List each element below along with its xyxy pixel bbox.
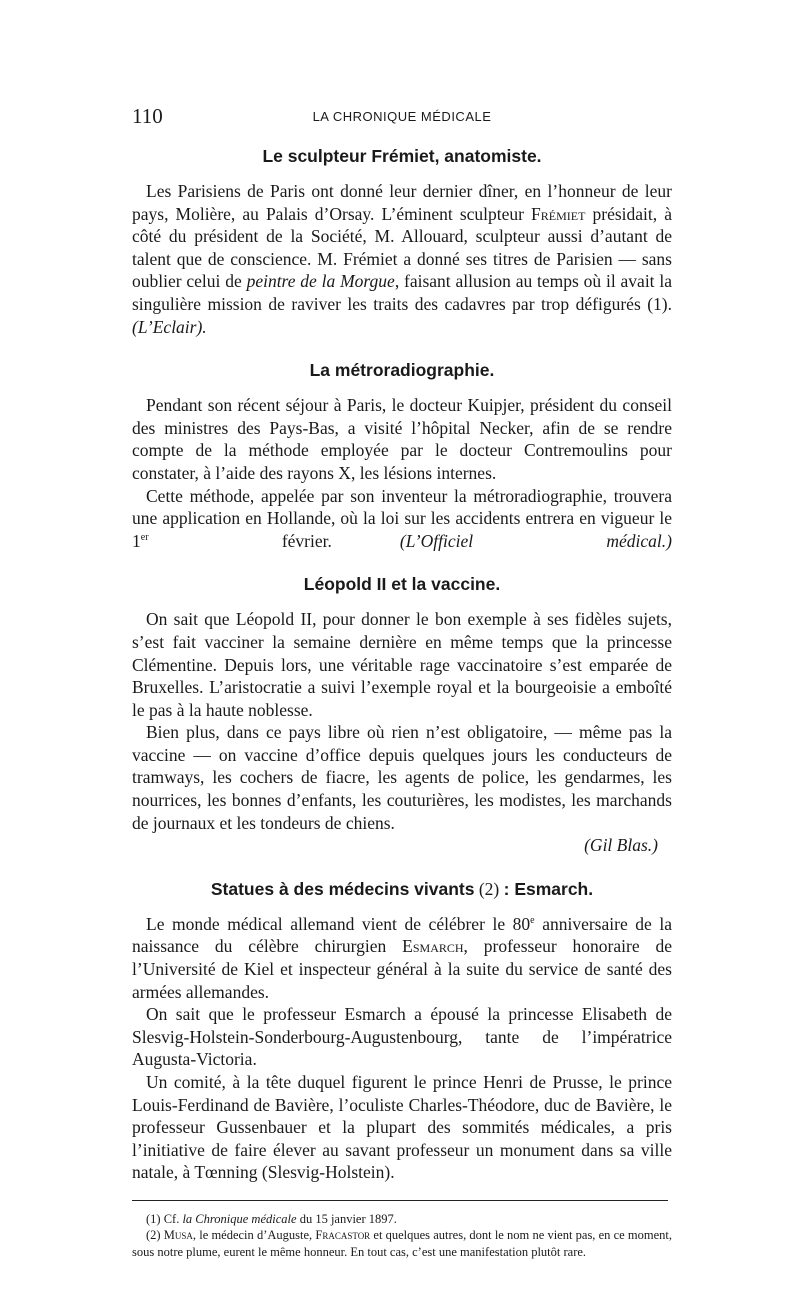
paragraph: On sait que Léopold II, pour donner le bon exemple à ses fidèles sujets, s’est fait vacciner la semaine dernière en même temps que la princesse Clémentine. Depuis lors, une véritable rage vaccinatoire s’est emparée de Bruxelles. L’aristocratie a suivi l’exemple royal et la bourgeoisie a emboîté le pas à la haute noblesse. [132,609,672,720]
article-title: Statues à des médecins vivants (2) : Esmarch. [210,878,594,899]
page-content [132,144,672,1260]
name-small-caps: Frémiet [531,203,586,224]
article-title: Le sculpteur Frémiet, anatomiste. [262,146,542,166]
running-title: LA CHRONIQUE MÉDICALE [312,109,492,124]
article-metroradiographie [132,358,672,552]
article-title: La métroradiographie. [309,360,495,381]
paragraph: Un comité, à la tête duquel figurent le prince Henri de Prusse, le prince Louis-Ferdinand de Bavière, l’oculiste Charles-Théodore, duc de Bavière, le professeur Gussenbauer et la plupart des sommités médicales, a pris l’initiative de faire élever au savant professeur un monument dans sa ville natale, à Tœnning (Slesvig-Holstein). [132,1072,672,1183]
paragraph: Les Parisiens de Paris ont donné leur dernier dîner, en l’honneur de leur pays, Molière, au Palais d’Orsay. L’éminent sculpteur Frémiet présidait, à côté du président de la Société, M. Allouard, sculpteur aussi d’autant de talent que de conscience. M. Frémiet a donné ses titres de Parisien — sans oublier celui de peintre de la Morgue, faisant allusion au temps où il avait la singulière mission de raviver les traits des cadavres par trop défigurés (1). (L’Eclair). [132,181,672,337]
page-number: 110 [132,104,163,128]
article-leopold [132,572,672,857]
paragraph: Le monde médical allemand vient de célébrer le 80e anniversaire de la naissance du célèbre chirurgien Esmarch, professeur honoraire de l’Université de Kiel et inspecteur général à la suite du service de santé des armées allemandes. [132,913,672,1002]
article-esmarch [132,877,672,1184]
paragraph: Pendant son récent séjour à Paris, le docteur Kuipjer, président du conseil des ministres des Pays-Bas, a visité l’hôpital Necker, afin de se rendre compte de la méthode employée par le docteur Contremoulins pour constater, à l’aide des rayons X, les lésions internes. [132,395,672,483]
paragraph: On sait que le professeur Esmarch a épousé la princesse Elisabeth de Slesvig-Holstein-Sonderbourg-Augustenbourg, tante de l’impératrice Augusta-Victoria. [132,1004,672,1070]
footnote: (1) Cf. la Chronique médicale du 15 janvier 1897. [146,1211,397,1226]
name-small-caps: Esmarch [402,936,464,957]
article-title: Léopold II et la vaccine. [303,574,501,595]
footnotes [132,1211,672,1260]
paragraph: Cette méthode, appelée par son inventeur la métroradiographie, trouvera une application en Hollande, où la loi sur les accidents entrera en vigueur le 1er février. (L’Officiel médical.) [132,485,672,551]
paragraph: Bien plus, dans ce pays libre où rien n’est obligatoire, — même pas la vaccine — on vaccine d’office depuis quelques jours les conducteurs de tramways, les cochers de fiacre, les agents de police, les gendarmes, les nourrices, les bonnes d’enfants, les couturières, les modistes, les marchands de journaux et les tondeurs de chiens. [132,722,672,833]
source-citation: (L’Officiel médical.) [399,530,672,551]
page-header [132,104,672,134]
footnote: (2) Musa, le médecin d’Auguste, Fracastor et quelques autres, dont le nom ne vient pas, en ce moment, sous notre plume, eurent le même honneur. En tout cas, c’est une manifestation plutôt rare. [132,1228,673,1259]
source-citation: (L’Eclair). [132,316,207,337]
footnote-divider [132,1200,668,1201]
article-fremiet [132,144,672,338]
source-citation: (Gil Blas.) [584,835,658,856]
footnote-ref: (2) [474,878,504,899]
